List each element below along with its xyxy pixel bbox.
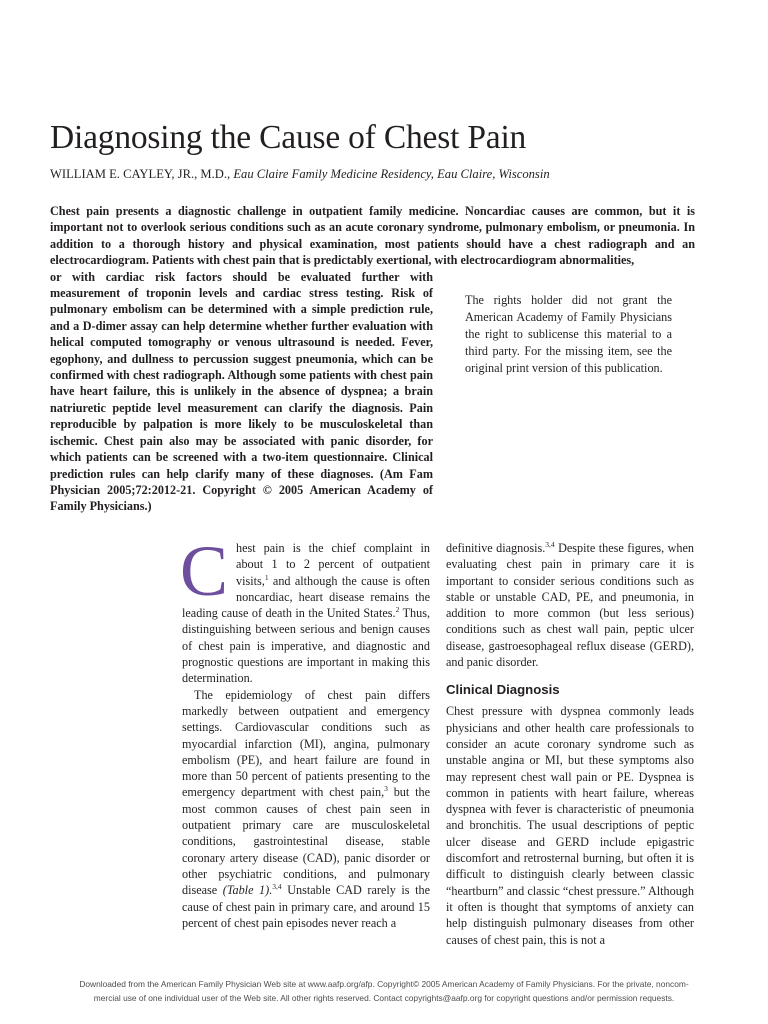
abstract-full-width: Chest pain presents a diagnostic challenge in outpatient family medicine. Noncardiac causes are common, but it is important not to overlook serious conditions such as an acute coronary syndrome, pulmonary embolism, or pneumonia. In addition to a thorough history and physical examination, most patients should have a chest radiograph and an electrocardiogram. Patients with chest pain that is predictably exertional, with electrocardiogram abnormalities, bbox=[50, 204, 695, 268]
reference-superscript: 1 bbox=[264, 572, 269, 582]
author-affiliation: Eau Claire Family Medicine Residency, Eau Claire, Wisconsin bbox=[233, 167, 550, 181]
body-text: Thus, distinguishing between serious and benign causes of chest pain is imperative, and diagnostic and prognostic questions are important in making this determination. bbox=[182, 606, 430, 686]
body-paragraph bbox=[446, 540, 694, 670]
rights-notice: The rights holder did not grant the American Academy of Family Physicians the right to sublicense this material to a third party. For the missing item, see the original print version of this publication. bbox=[465, 293, 672, 375]
article-title: Diagnosing the Cause of Chest Pain bbox=[50, 119, 527, 156]
body-text: Despite these figures, when evaluating chest pain in primary care it is important to consider serious conditions such as stable or unstable CAD, PE, and pneumonia, in addition to more common (but less serious) conditions such as chest wall pain, peptic ulcer disease, gastroesophageal reflux disease (GERD), and panic disorder. bbox=[446, 541, 694, 670]
body-column-right bbox=[446, 540, 694, 948]
body-text: definitive diagnosis. bbox=[446, 541, 546, 555]
reference-superscript: 3,4 bbox=[272, 882, 282, 892]
abstract-narrow: or with cardiac risk factors should be evaluated further with measurement of troponin levels and cardiac stress testing. Risk of pulmonary embolism can be determined with a simple prediction rule, and a D-dimer assay can help determine whether further evaluation with helical computed tomography or venous ultrasound is needed. Fever, egophony, and dullness to percussion suggest pneumonia, which can be confirmed with chest radiograph. Although some patients with chest pain have heart failure, this is unlikely in the absence of dyspnea; a brain natriuretic peptide level measurement can clarify the diagnosis. Pain reproducible by palpation is more likely to be musculoskeletal than ischemic. Chest pain also may be associated with panic disorder, for which patients can be screened with a two-item questionnaire. Clinical prediction rules can help clarify many of these diagnoses. (Am Fam Physician 2005;72:2012-21. Copyright © 2005 American Academy of Family Physicians.) bbox=[50, 269, 433, 514]
body-column-left bbox=[180, 531, 430, 931]
reference-superscript: 3 bbox=[384, 784, 388, 794]
body-text: hest pain is the chief complaint in about 1 to 2 percent of outpatient visits, bbox=[236, 541, 430, 588]
body-paragraph bbox=[180, 531, 430, 687]
reference-superscript: 3,4 bbox=[545, 539, 555, 549]
author-name: WILLIAM E. CAYLEY, JR., M.D., bbox=[50, 167, 231, 181]
body-text: Unstable CAD rarely is the cause of chest pain in primary care, and around 15 percent of chest pain episodes never reach a bbox=[182, 883, 430, 930]
body-paragraph: Chest pressure with dyspnea commonly leads physicians and other health care professionals to consider an acute coronary syndrome such as unstable angina or MI, but these symptoms also may represent chest wall pain or PE. Dyspnea is common in patients with heart failure, whereas dyspnea with fever is characteristic of pneumonia and bronchitis. The usual descriptions of peptic ulcer disease and GERD include epigastric discomfort and retrosternal burning, but often it is difficult to distinguish clearly between classic “heartburn” and classic “chest pressure.” Although it often is thought that symptoms of anxiety can help distinguish pulmonary diseases from other causes of chest pain, this is not a bbox=[446, 704, 694, 947]
footer bbox=[28, 977, 740, 1005]
body-text: The epidemiology of chest pain differs markedly between outpatient and emergency settings. Cardiovascular conditions such as myocardial infarction (MI), angina, pulmonary embolism (PE), and heart failure are found in more than 50 percent of patients presenting to the emergency department with chest pain, bbox=[182, 687, 430, 800]
footer-line: mercial use of one individual user of the Web site. All other rights reserved. Contact copyrights@aafp.org for copyright questions and/or permission requests. bbox=[93, 993, 675, 1003]
table-reference: (Table 1). bbox=[222, 883, 273, 898]
drop-cap: C bbox=[180, 531, 229, 611]
section-heading: Clinical Diagnosis bbox=[446, 682, 560, 698]
body-text: but the most common causes of chest pain seen in outpatient primary care are musculoskeletal conditions, gastrointestinal disease, stable coronary artery disease (CAD), panic disorder or other psychiatric conditions, and pulmonary disease bbox=[182, 785, 430, 898]
reference-superscript: 2 bbox=[395, 605, 400, 615]
body-text: and although the cause is often noncardiac, heart disease remains the leading cause of death in the United States. bbox=[182, 573, 430, 621]
footer-line: Downloaded from the American Family Physician Web site at www.aafp.org/afp. Copyright© 2005 American Academy of Family Physicians. For the private, noncom- bbox=[79, 979, 689, 989]
body-paragraph bbox=[182, 687, 430, 931]
byline bbox=[50, 166, 550, 182]
